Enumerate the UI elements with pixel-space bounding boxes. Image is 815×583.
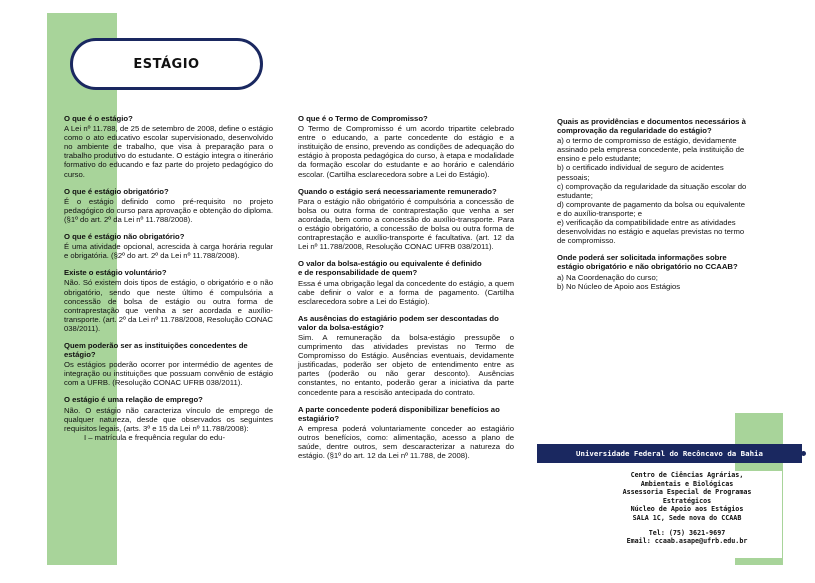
- answer-text: A empresa poderá voluntariamente conceder ao estagiário outros benefícios, como: alimentação, acesso a plano de saúde, dentre outros, sem descaracterizar a natureza do estágio. (§1º do art. 12 da Lei nº 11.788, de 2008).: [298, 423, 514, 461]
- section-commitment-term: [298, 114, 514, 179]
- question-heading-line2: e de responsabilidade de quem?: [298, 268, 418, 278]
- section-paid-internship: [298, 187, 514, 252]
- section-benefits: [298, 405, 514, 461]
- answer-text: É uma atividade opcional, acrescida à carga horária regular e obrigatória. (§2º do art. 2º da Lei nº 11.788/2008).: [64, 242, 273, 261]
- section-optional-internship: [64, 232, 273, 260]
- contact-email: Email: ccaab.asape@ufrb.edu.br: [626, 537, 748, 546]
- contact-line: Assessoria Especial de Programas: [622, 488, 752, 497]
- question-heading: O que é o estágio?: [64, 114, 133, 123]
- section-employment-relation: [64, 395, 273, 441]
- contact-line: Núcleo de Apoio aos Estágios: [630, 505, 744, 514]
- list-item: e) verificação da compatibilidade entre as atividades desenvolvidas no estágio e aquelas previstas no termo de compromisso.: [557, 218, 745, 246]
- list-item: b) No Núcleo de Apoio aos Estágios: [557, 281, 681, 291]
- question-heading: O que é estágio obrigatório?: [64, 186, 169, 196]
- question-heading: Quem poderão ser as instituições concedentes de estágio?: [64, 340, 248, 360]
- question-heading: Quais as providências e documentos necessários à comprovação da regularidade do estágio?: [557, 117, 746, 136]
- question-heading: As ausências do estagiário podem ser descontadas do valor da bolsa-estágio?: [298, 313, 499, 332]
- column-right: [557, 117, 751, 299]
- list-item: I – matrícula e frequência regular do edu-: [84, 432, 226, 442]
- section-stipend-value: [298, 259, 514, 305]
- answer-text: Para o estágio não obrigatório é compulsória a concessão de bolsa ou outra forma de contraprestação que venha a ser acordada, bem como a concessão do auxílio-transporte. Para o estágio obrigatório, a concessão de bolsa ou outra forma de contraprestação e auxílio-transporte é facultativa. (art. 12 da Lei nº 11.788/2008, Resolução CONAC UFRB 038/2011).: [298, 196, 514, 252]
- answer-text: A Lei nº 11.788, de 25 de setembro de 2008, define o estágio como o ato educativo escolar supervisionado, desenvolvido no ambiente de trabalho, que visa à preparação para o trabalho produtivo do estudante. O estágio integra o itinerário formativo do educando e faz parte do projeto pedagógico do curso.: [64, 124, 273, 179]
- university-name: Universidade Federal do Recôncavo da Bahia: [576, 449, 763, 458]
- list-item: ensino e pelo estudante;: [557, 154, 641, 164]
- answer-text: Não. Só existem dois tipos de estágio, o obrigatório e o não obrigatório, sendo que neste último é compulsória a concessão de bolsa de estágio ou outra forma de contraprestação que venha a ser acordada e auxílio-transporte. (art. 2º da Lei nº 11.788/2008, Resolução CONAC 038/2011).: [64, 278, 273, 333]
- question-heading: A parte concedente poderá disponibilizar benefícios ao estagiário?: [298, 404, 500, 423]
- section-voluntary-internship: [64, 268, 273, 333]
- answer-text: O Termo de Compromisso é um acordo tripartite celebrado entre o educando, a parte concedente do estágio e a instituição de ensino, prevendo as condições de adequação do estágio à proposta pedagógica do curso, à etapa e modalidade da formação escolar do estudante e ao horário e calendário escolar. (Cartilha esclarecedora sobre a Lei do Estágio).: [298, 124, 514, 179]
- question-heading: O que é o Termo de Compromisso?: [298, 114, 428, 123]
- list-item: d) comprovante de pagamento da bolsa ou equivalente e do auxílio-transporte; e: [557, 199, 746, 218]
- section-what-is-internship: [64, 114, 273, 179]
- decorative-dot: [801, 451, 806, 456]
- column-left: [64, 114, 273, 450]
- contact-line: Estratégicos: [662, 496, 712, 505]
- section-granting-institutions: [64, 341, 273, 387]
- question-heading: Quando o estágio será necessariamente remunerado?: [298, 186, 497, 196]
- answer-text: Essa é uma obrigação legal da concedente do estágio, a quem cabe definir o valor e a forma de pagamento. (Cartilha esclarecedora sobre a Lei do Estágio).: [298, 278, 514, 306]
- list-item: b) o certificado individual de seguro de acidentes pessoais;: [557, 163, 724, 182]
- question-heading-line1: O valor da bolsa-estágio ou equivalente é definido: [298, 259, 482, 269]
- contact-line: Centro de Ciências Agrárias,: [630, 471, 744, 479]
- question-heading: O que é estágio não obrigatório?: [64, 232, 185, 242]
- section-where-to-ask: [557, 253, 751, 290]
- section-mandatory-internship: [64, 187, 273, 224]
- question-heading: Onde poderá ser solicitada informações sobre estágio obrigatório e não obrigatório no CCAAB?: [557, 253, 738, 272]
- contact-box: [592, 471, 782, 558]
- answer-text: Os estágios poderão ocorrer por intermédio de agentes de integração ou instituições que possuam convênio de estágio com a UFRB. (Resolução CONAC UFRB 038/2011).: [64, 360, 273, 388]
- contact-line: SALA 1C, Sede nova do CCAAB: [632, 513, 742, 522]
- answer-text: Sim. A remuneração da bolsa-estágio pressupõe o cumprimento das atividades previstas no Termo de Compromisso do Estágio. Ausências eventuais, devidamente justificadas, poderão ser objeto de entendimento entre as partes (poderão ou não gerar desconto). Ausências constantes, no entanto, poderão gerar a iniciativa da parte concedente para a rescisão antecipada do contrato.: [298, 332, 514, 397]
- answer-text: Não. O estágio não caracteriza vínculo de emprego de qualquer natureza, desde que observados os seguintes requisitos legais, (arts. 3º e 15 da Lei nº 11.788/2008):: [64, 405, 273, 433]
- section-documents: [557, 117, 751, 245]
- page-title: ESTÁGIO: [133, 56, 200, 72]
- question-heading: O estágio é uma relação de emprego?: [64, 395, 203, 405]
- list-item: c) comprovação da regularidade da situação escolar do estudante;: [557, 181, 747, 200]
- question-heading: Existe o estágio voluntário?: [64, 268, 167, 278]
- column-middle: [298, 114, 514, 468]
- contact-line: Ambientais e Biológicas: [640, 479, 734, 488]
- section-absences: [298, 314, 514, 397]
- contact-phone: Tel: (75) 3621-9697: [648, 528, 726, 537]
- university-banner: [537, 444, 802, 463]
- answer-text: É o estágio definido como pré-requisito no projeto pedagógico do curso para aprovação e obtenção do diploma. (§1º do art. 2º da Lei nº 11.788/2008).: [64, 196, 273, 224]
- list-item: a) Na Coordenação do curso;: [557, 272, 658, 282]
- list-item: a) o termo de compromisso de estágio, devidamente assinado pela empresa concedente, pela instituição de: [557, 136, 745, 155]
- title-banner: [70, 38, 263, 90]
